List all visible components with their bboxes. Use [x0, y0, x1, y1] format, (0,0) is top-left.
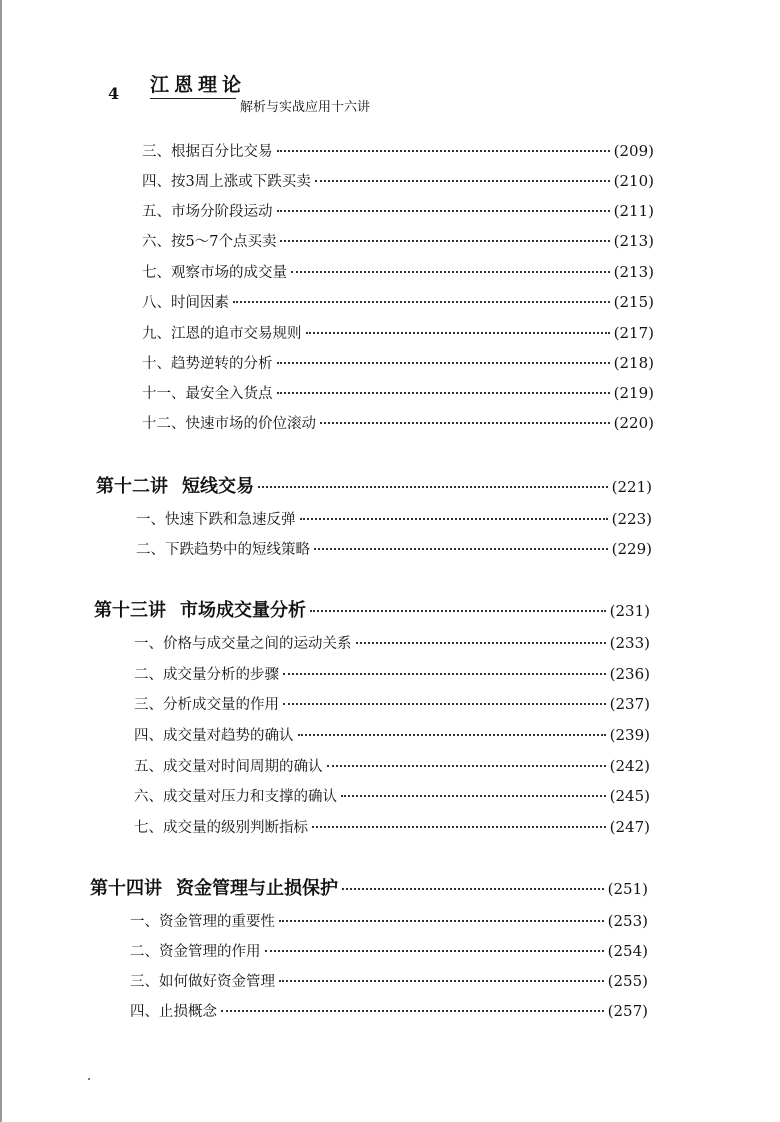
toc-entry-label: 八、时间因素 — [142, 295, 229, 311]
toc-entry-label: 六、成交量对压力和支撑的确认 — [134, 789, 337, 805]
toc-entry-page: (213) — [613, 263, 654, 281]
book-subtitle: 解析与实战应用十六讲 — [240, 100, 371, 115]
toc-entry — [130, 940, 648, 961]
dot-leader — [277, 150, 610, 152]
toc-entry — [134, 816, 650, 837]
toc-entry — [142, 200, 654, 221]
toc-entry-label: 一、快速下跌和急速反弹 — [136, 512, 296, 528]
toc-entry-page: (237) — [609, 695, 650, 713]
toc-entry — [130, 910, 648, 931]
dot-leader — [277, 392, 610, 394]
toc-entry-page: (236) — [609, 665, 650, 683]
toc-entry — [130, 1000, 648, 1021]
toc-entry — [142, 291, 654, 312]
toc-chapter — [94, 596, 650, 622]
dot-leader — [298, 734, 606, 736]
toc-entry-page: (239) — [609, 726, 650, 744]
dot-leader — [356, 642, 606, 644]
toc-entry — [136, 538, 652, 559]
dot-leader — [279, 920, 604, 922]
toc-entry-label: 九、江恩的追市交易规则 — [142, 326, 302, 342]
toc-entry-page: (257) — [607, 1002, 648, 1020]
toc-chapter-heading — [90, 874, 338, 900]
toc-entry-page: (215) — [613, 293, 654, 311]
toc-entry — [142, 322, 654, 343]
toc-entry-label: 三、分析成交量的作用 — [134, 697, 279, 713]
toc-entry-page: (211) — [613, 202, 654, 220]
toc-entry-page: (217) — [613, 324, 654, 342]
toc-entry-page: (233) — [609, 634, 650, 652]
toc-entry-page: (223) — [611, 510, 652, 528]
toc-entry-label: 六、按5～7个点买卖 — [142, 234, 277, 250]
toc-entry-label: 三、根据百分比交易 — [142, 144, 273, 160]
scan-speck — [88, 1078, 90, 1080]
toc-entry-label: 二、资金管理的作用 — [130, 944, 261, 960]
toc-entry-page: (253) — [607, 912, 648, 930]
chapter-number: 第十四讲 — [90, 878, 162, 899]
toc-entry — [142, 412, 654, 433]
toc-entry — [136, 508, 652, 529]
toc-entry — [134, 663, 650, 684]
toc-entry-label: 一、价格与成交量之间的运动关系 — [134, 636, 352, 652]
toc-chapter-heading — [96, 472, 254, 498]
toc-entry-page: (247) — [609, 818, 650, 836]
toc-chapter-heading — [94, 596, 306, 622]
toc-chapter-page: (251) — [607, 880, 648, 898]
dot-leader — [341, 795, 606, 797]
toc-entry-label: 七、观察市场的成交量 — [142, 265, 287, 281]
chapter-title: 短线交易 — [182, 476, 254, 497]
dot-leader — [314, 548, 608, 550]
toc-entry — [142, 352, 654, 373]
toc-entry — [134, 755, 650, 776]
dot-leader — [279, 980, 604, 982]
toc-entry — [134, 724, 650, 745]
dot-leader — [277, 210, 610, 212]
toc-chapter — [90, 874, 648, 900]
book-title: 江恩理论 — [150, 74, 247, 96]
dot-leader — [221, 1010, 604, 1012]
toc-entry-page: (254) — [607, 942, 648, 960]
toc-entry-label: 三、如何做好资金管理 — [130, 974, 275, 990]
toc-entry — [142, 230, 654, 251]
toc-entry-page: (209) — [613, 142, 654, 160]
chapter-title: 市场成交量分析 — [180, 600, 306, 621]
toc-chapter-page: (221) — [611, 478, 652, 496]
toc-entry — [142, 261, 654, 282]
toc-entry — [130, 970, 648, 991]
toc-entry-page: (245) — [609, 787, 650, 805]
chapter-number: 第十三讲 — [94, 600, 166, 621]
toc-entry — [134, 632, 650, 653]
toc-entry-label: 四、成交量对趋势的确认 — [134, 728, 294, 744]
toc-entry-label: 二、成交量分析的步骤 — [134, 667, 279, 683]
toc-entry — [142, 382, 654, 403]
toc-entry-label: 一、资金管理的重要性 — [130, 914, 275, 930]
toc-entry — [142, 170, 654, 191]
toc-entry-page: (210) — [613, 172, 654, 190]
dot-leader — [265, 950, 604, 952]
dot-leader — [342, 888, 604, 890]
dot-leader — [306, 332, 610, 334]
toc-entry-label: 十二、快速市场的价位滚动 — [142, 416, 316, 432]
toc-entry-label: 四、止损概念 — [130, 1004, 217, 1020]
toc-entry-page: (219) — [613, 384, 654, 402]
toc-entry-label: 五、成交量对时间周期的确认 — [134, 759, 323, 775]
dot-leader — [283, 673, 606, 675]
toc-entry-page: (218) — [613, 354, 654, 372]
dot-leader — [327, 765, 606, 767]
dot-leader — [320, 422, 610, 424]
toc-entry-page: (220) — [613, 414, 654, 432]
dot-leader — [280, 240, 609, 242]
toc-entry-label: 十、趋势逆转的分析 — [142, 356, 273, 372]
toc-entry-label: 五、市场分阶段运动 — [142, 204, 273, 220]
toc-chapter-page: (231) — [609, 602, 650, 620]
dot-leader — [283, 703, 606, 705]
dot-leader — [310, 610, 606, 612]
toc-entry — [134, 693, 650, 714]
toc-entry-page: (255) — [607, 972, 648, 990]
toc-entry-page: (213) — [613, 232, 654, 250]
toc-entry-page: (229) — [611, 540, 652, 558]
toc-entry-label: 二、下跌趋势中的短线策略 — [136, 542, 310, 558]
dot-leader — [233, 301, 610, 303]
chapter-number: 第十二讲 — [96, 476, 168, 497]
toc-chapter — [96, 472, 652, 498]
dot-leader — [315, 180, 610, 182]
dot-leader — [312, 826, 606, 828]
toc-entry-label: 七、成交量的级别判断指标 — [134, 820, 308, 836]
dot-leader — [258, 486, 608, 488]
toc-entry-label: 十一、最安全入货点 — [142, 386, 273, 402]
toc-entry-page: (242) — [609, 757, 650, 775]
toc-entry — [134, 785, 650, 806]
dot-leader — [291, 271, 610, 273]
chapter-title: 资金管理与止损保护 — [176, 878, 338, 899]
toc-entry — [142, 140, 654, 161]
toc-entry-label: 四、按3周上涨或下跌买卖 — [142, 174, 311, 190]
dot-leader — [300, 518, 608, 520]
page-number: 4 — [108, 84, 120, 103]
dot-leader — [277, 362, 610, 364]
